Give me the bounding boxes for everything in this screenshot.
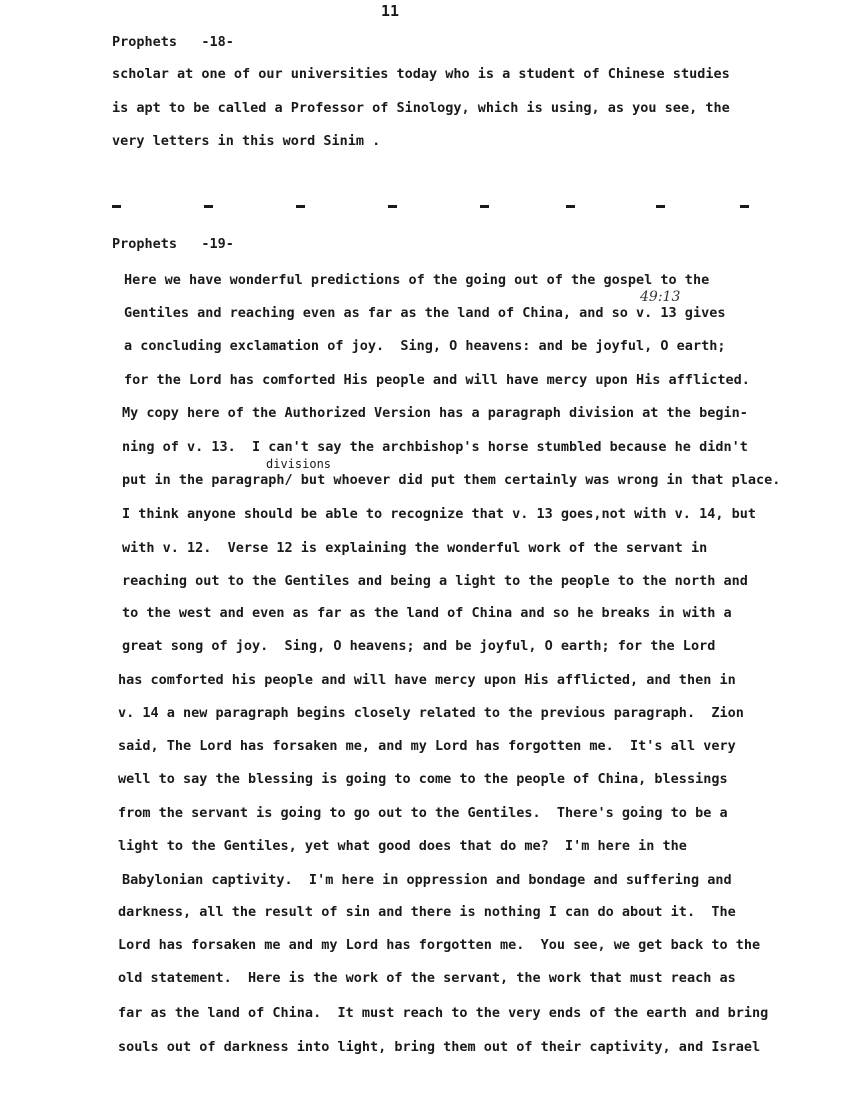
text-line: to the west and even as far as the land of China and so he breaks in with a (122, 605, 732, 621)
text-line: far as the land of China. It must reach to the very ends of the earth and bring (118, 1005, 769, 1021)
text-line: for the Lord has comforted His people and will have mercy upon His afflicted. (124, 372, 750, 388)
section-header-19: Prophets -19- (112, 236, 234, 252)
text-line: v. 14 a new paragraph begins closely related to the previous paragraph. Zion (118, 705, 744, 721)
interlinear-insertion: divisions (266, 457, 332, 471)
text-line: My copy here of the Authorized Version has a paragraph division at the begin- (122, 405, 748, 421)
text-line: Babylonian captivity. I'm here in oppression and bondage and suffering and (122, 872, 732, 888)
text-line: great song of joy. Sing, O heavens; and be joyful, O earth; for the Lord (122, 638, 716, 654)
text-line: Here we have wonderful predictions of the going out of the gospel to the (124, 272, 710, 288)
text-line: light to the Gentiles, yet what good does that do me? I'm here in the (118, 838, 687, 854)
text-line: darkness, all the result of sin and there is nothing I can do about it. The (118, 904, 736, 920)
text-line: well to say the blessing is going to come to the people of China, blessings (118, 771, 728, 787)
text-line: from the servant is going to go out to the Gentiles. There's going to be a (118, 805, 728, 821)
text-line: I think anyone should be able to recognize that v. 13 goes,not with v. 14, but (122, 506, 756, 522)
text-line: with v. 12. Verse 12 is explaining the wonderful work of the servant in (122, 540, 708, 556)
text-line: is apt to be called a Professor of Sinology, which is using, as you see, the (112, 100, 730, 116)
text-line: very letters in this word Sinim . (112, 133, 381, 149)
section-header-18: Prophets -18- (112, 34, 234, 50)
text-line: put in the paragraph/ but whoever did put them certainly was wrong in that place. (122, 472, 781, 488)
text-line: a concluding exclamation of joy. Sing, O heavens: and be joyful, O earth; (124, 338, 726, 354)
text-line: said, The Lord has forsaken me, and my Lord has forgotten me. It's all very (118, 738, 736, 754)
text-line: ning of v. 13. I can't say the archbishop's horse stumbled because he didn't (122, 439, 748, 455)
text-line: old statement. Here is the work of the servant, the work that must reach as (118, 970, 736, 986)
text-line: Gentiles and reaching even as far as the land of China, and so v. 13 gives (124, 305, 726, 321)
text-line: scholar at one of our universities today who is a student of Chinese studies (112, 66, 730, 82)
text-line: has comforted his people and will have mercy upon His afflicted, and then in (118, 672, 736, 688)
text-line: souls out of darkness into light, bring them out of their captivity, and Israel (118, 1039, 761, 1055)
text-line: Lord has forsaken me and my Lord has forgotten me. You see, we get back to the (118, 937, 761, 953)
text-line: reaching out to the Gentiles and being a light to the people to the north and (122, 573, 748, 589)
page-number: 11 (381, 2, 400, 20)
handwritten-note: 49:13 (640, 289, 681, 305)
